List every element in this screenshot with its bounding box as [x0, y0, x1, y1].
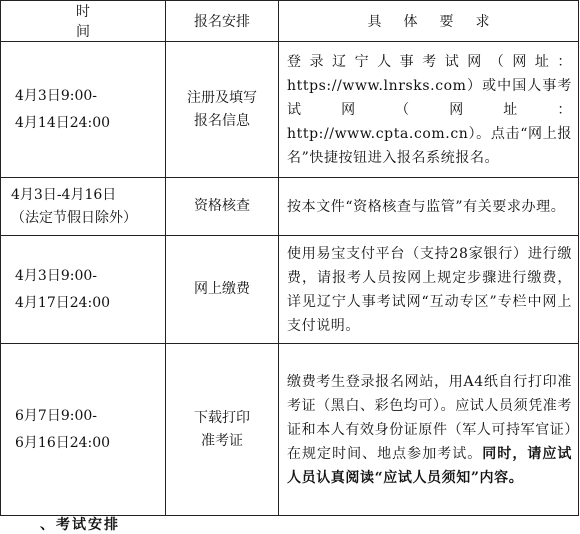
table-header-row: [1, 1, 579, 42]
arrangement-cell: 下载打印 准考证: [166, 344, 279, 516]
arrangement-cell: 注册及填写 报名信息: [166, 42, 279, 178]
time-cell: 4月3日9:00- 4月17日24:00: [1, 236, 166, 344]
arrangement-cell: 网上缴费: [166, 236, 279, 344]
header-arrangement: 报名安排: [166, 1, 279, 42]
header-time: 时间: [1, 1, 166, 42]
requirements-bold-note: 同时，请应试人员认真阅读“应试人员须知”内容。: [287, 445, 572, 486]
time-cell: 6月7日9:00- 6月16日24:00: [1, 344, 166, 516]
requirements-cell: 缴费考生登录报名网站，用A4纸自行打印准考证（黑白、彩色均可）。应试人员须凭准考证和本人有效身份证原件（军人可持军官证）在规定时间、地点参加考试。同时，请应试人员认真阅读“应试人员须知”内容。: [279, 344, 579, 516]
arrangement-cell: 资格核查: [166, 178, 279, 236]
table-row: [1, 42, 579, 178]
next-section-heading-fragment: 、考试安排: [40, 517, 120, 533]
requirements-cell: 登录辽宁人事考试网（网址：https://www.lnrsks.com）或中国人事考试网（网址：http://www.cpta.com.cn）。点击“网上报名”快捷按钮进入报名系统报名。: [279, 42, 579, 178]
header-requirements: 具体要求: [279, 1, 579, 42]
table-row: [1, 236, 579, 344]
requirements-cell: 使用易宝支付平台（支持28家银行）进行缴费，请报考人员按网上规定步骤进行缴费，详见辽宁人事考试网“互动专区”专栏中网上支付说明。: [279, 236, 579, 344]
requirements-cell: 按本文件“资格核查与监管”有关要求办理。: [279, 178, 579, 236]
time-cell: 4月3日9:00- 4月14日24:00: [1, 42, 166, 178]
table-row: [1, 344, 579, 516]
time-cell: 4月3日-4月16日 （法定节假日除外）: [1, 178, 166, 236]
table-row: [1, 178, 579, 236]
